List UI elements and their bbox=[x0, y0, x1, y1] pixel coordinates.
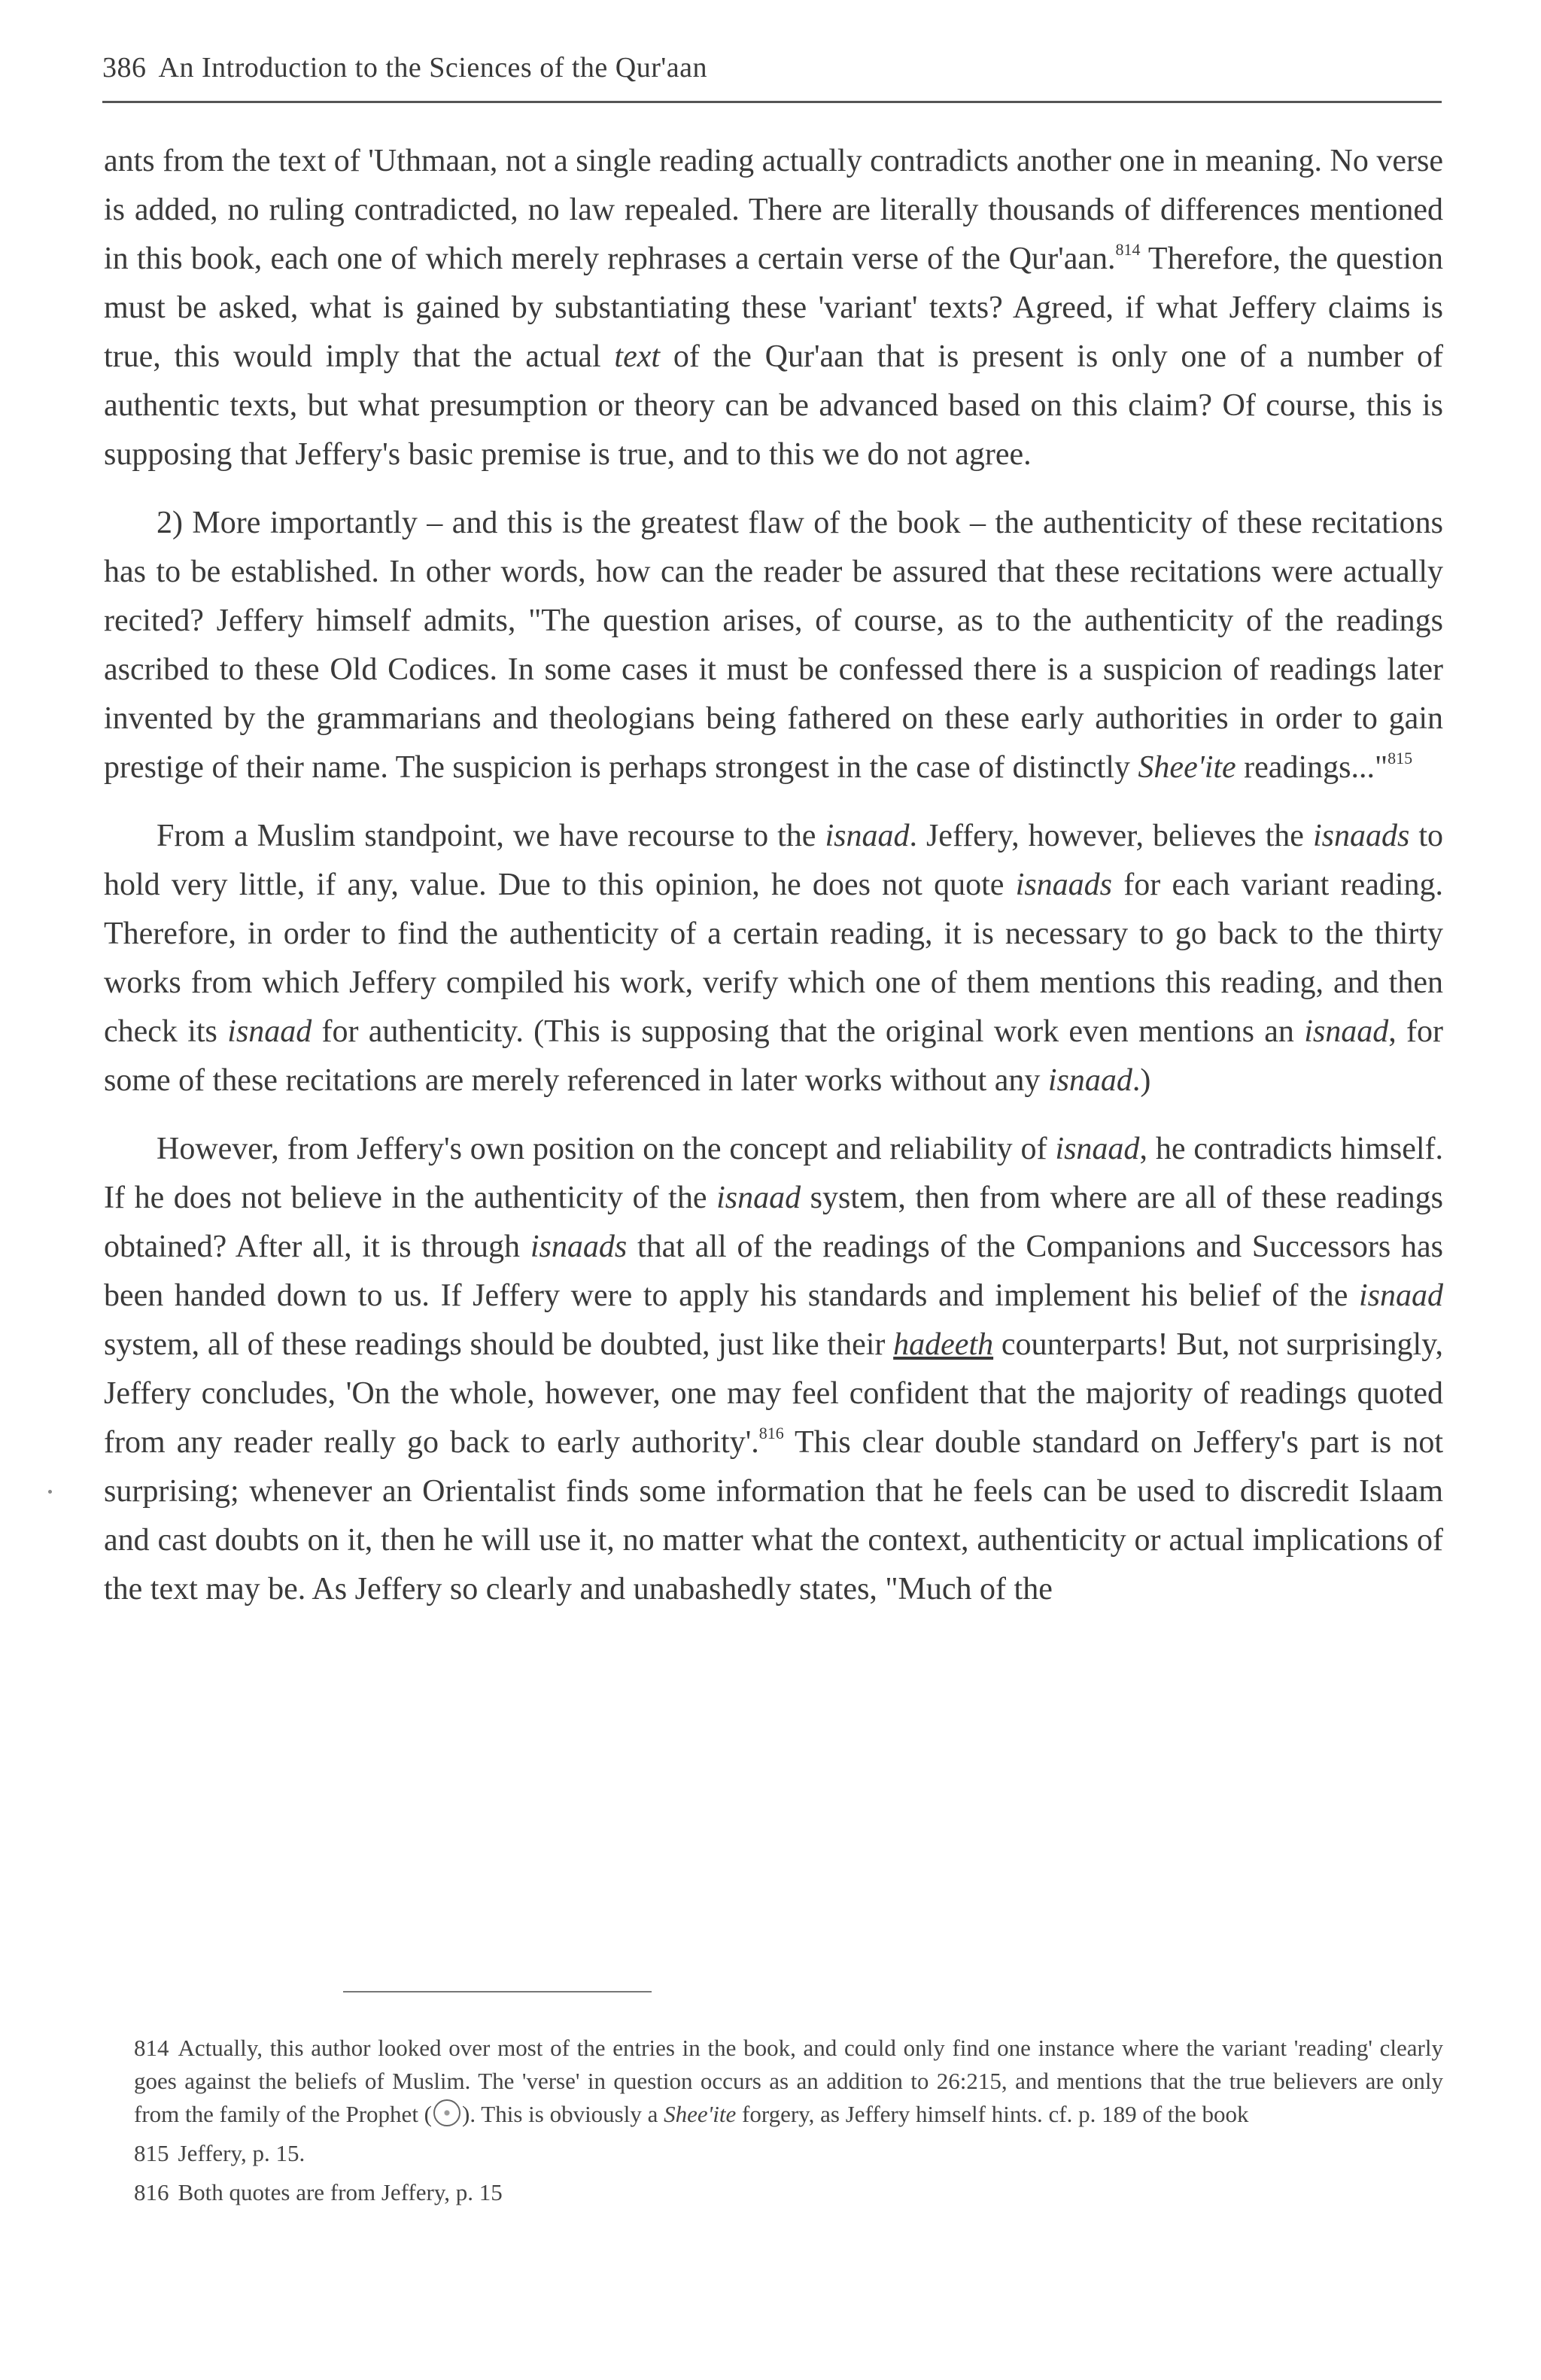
italic-term: Shee'ite bbox=[1138, 750, 1236, 785]
italic-term: isnaad bbox=[1047, 1063, 1132, 1098]
book-title: An Introduction to the Sciences of the Qur'aan bbox=[158, 52, 707, 84]
italic-term: isnaad bbox=[716, 1181, 801, 1215]
paragraph-1 bbox=[104, 137, 1443, 479]
text-run: counterparts! But, not surprisingly, Jeffery concludes, 'On the whole, however, one may feel confident that the majority of readings quoted from any reader really go back to early authority'. bbox=[104, 1327, 1444, 1460]
footnote-814 bbox=[134, 2032, 1443, 2131]
text-run: to hold very little, if any, value. Due to this opinion, he does not quote bbox=[104, 819, 1443, 902]
text-run: . Jeffery, however, believes the bbox=[909, 819, 1313, 853]
italic-term: hadeeth bbox=[893, 1327, 994, 1362]
paragraph-4 bbox=[104, 1125, 1443, 1614]
running-header bbox=[102, 47, 1442, 103]
footnote-number: 814 bbox=[134, 2035, 169, 2061]
text-run: Actually, this author looked over most of the entries in the book, and could only find one instance where the variant 'reading' clearly goes against the beliefs of Muslim. The 'verse' in question occurs as an addition to 26:215, and mentions that the true believers are only from the family of the Prophet ( bbox=[134, 2035, 1443, 2127]
text-run: Jeffery, p. 15. bbox=[178, 2140, 305, 2166]
italic-term: isnaads bbox=[530, 1230, 628, 1264]
italic-term: isnaads bbox=[1015, 868, 1113, 902]
text-run: for each variant reading. Therefore, in order to find the authenticity of a certain reading, it is necessary to go back to the thirty works from which Jeffery compiled his work, verify which one of them mentions this reading, and then check its bbox=[104, 868, 1443, 1049]
footnote-816 bbox=[134, 2176, 1443, 2209]
italic-term: isnaad bbox=[1358, 1278, 1443, 1313]
italic-term: isnaad bbox=[825, 819, 910, 853]
text-run: that all of the readings of the Companions and Successors has been handed down to us. If Jeffery were to apply his standards and implement his belief of the bbox=[104, 1230, 1444, 1313]
footnote-815 bbox=[134, 2137, 1443, 2170]
italic-term: text bbox=[614, 339, 661, 374]
footnote-ref-815: 815 bbox=[1388, 749, 1413, 767]
italic-term: isnaad bbox=[1055, 1132, 1140, 1166]
paragraph-2 bbox=[104, 499, 1443, 792]
salawat-icon bbox=[433, 2099, 460, 2126]
text-run: for authenticity. (This is supposing that the original work even mentions an bbox=[312, 1014, 1305, 1049]
text-run: This clear double standard on Jeffery's part is not surprising; whenever an Orientalist finds some information that he feels can be used to discredit Islaam and cast doubts on it, then he will use it, no matter what the context, authenticity or actual implications of the text may be. As Jeffery so clearly and unabashedly states, "Much of the bbox=[104, 1425, 1443, 1606]
italic-term: Shee'ite bbox=[664, 2101, 737, 2127]
text-run: readings..." bbox=[1236, 750, 1388, 785]
text-run: However, from Jeffery's own position on the concept and reliability of bbox=[157, 1132, 1056, 1166]
text-run: 2) More importantly – and this is the greatest flaw of the book – the authenticity of these recitations has to be established. In other words, how can the reader be assured that these recitations were actually recited? Jeffery himself admits, "The question arises, of course, as to the authenticity of the readings ascribed to these Old Codices. In some cases it must be confessed there is a suspicion of readings later invented by the grammarians and theologians being fathered on these early authorities in order to gain prestige of their name. The suspicion is perhaps strongest in the case of distinctly bbox=[104, 506, 1443, 785]
main-text bbox=[104, 137, 1443, 1634]
italic-term: isnaad bbox=[227, 1014, 312, 1049]
page-number: 386 bbox=[102, 52, 147, 84]
footnote-ref-816: 816 bbox=[758, 1424, 784, 1442]
footnote-number: 816 bbox=[134, 2179, 169, 2205]
text-run: of the Qur'aan that is present is only one of a number of authentic texts, but what presumption or theory can be advanced based on this claim? Of course, this is supposing that Jeffery's basic premise is true, and to this we do not agree. bbox=[104, 339, 1443, 472]
text-run: From a Muslim standpoint, we have recourse to the bbox=[157, 819, 825, 853]
italic-term: isnaads bbox=[1312, 819, 1410, 853]
paragraph-3 bbox=[104, 812, 1443, 1105]
footnotes bbox=[134, 2032, 1443, 2209]
italic-term: isnaad bbox=[1304, 1014, 1389, 1049]
footnote-ref-814: 814 bbox=[1115, 240, 1141, 259]
text-run: Both quotes are from Jeffery, p. 15 bbox=[178, 2179, 503, 2205]
text-run: .) bbox=[1132, 1063, 1151, 1098]
footnote-number: 815 bbox=[134, 2140, 169, 2166]
text-run: system, then from where are all of these readings obtained? After all, it is through bbox=[104, 1181, 1443, 1264]
text-run: forgery, as Jeffery himself hints. cf. p. 189 of the book bbox=[736, 2101, 1249, 2127]
footnote-divider bbox=[343, 1991, 652, 1992]
header-text bbox=[102, 51, 707, 84]
text-run: ). This is obviously a bbox=[462, 2101, 664, 2127]
text-run: , for some of these recitations are merely referenced in later works without any bbox=[104, 1014, 1443, 1098]
text-run: ants from the text of 'Uthmaan, not a single reading actually contradicts another one in meaning. No verse is added, no ruling contradicted, no law repealed. There are literally thousands of differences mentioned in this book, each one of which merely rephrases a certain verse of the Qur'aan. bbox=[104, 144, 1443, 276]
margin-mark bbox=[48, 1490, 52, 1494]
text-run: system, all of these readings should be doubted, just like their bbox=[104, 1327, 894, 1362]
text-run: Therefore, the question must be asked, what is gained by substantiating these 'variant' texts? Agreed, if what Jeffery claims is true, this would imply that the actual bbox=[104, 242, 1443, 374]
text-run: , he contradicts himself. If he does not believe in the authenticity of the bbox=[104, 1132, 1443, 1215]
